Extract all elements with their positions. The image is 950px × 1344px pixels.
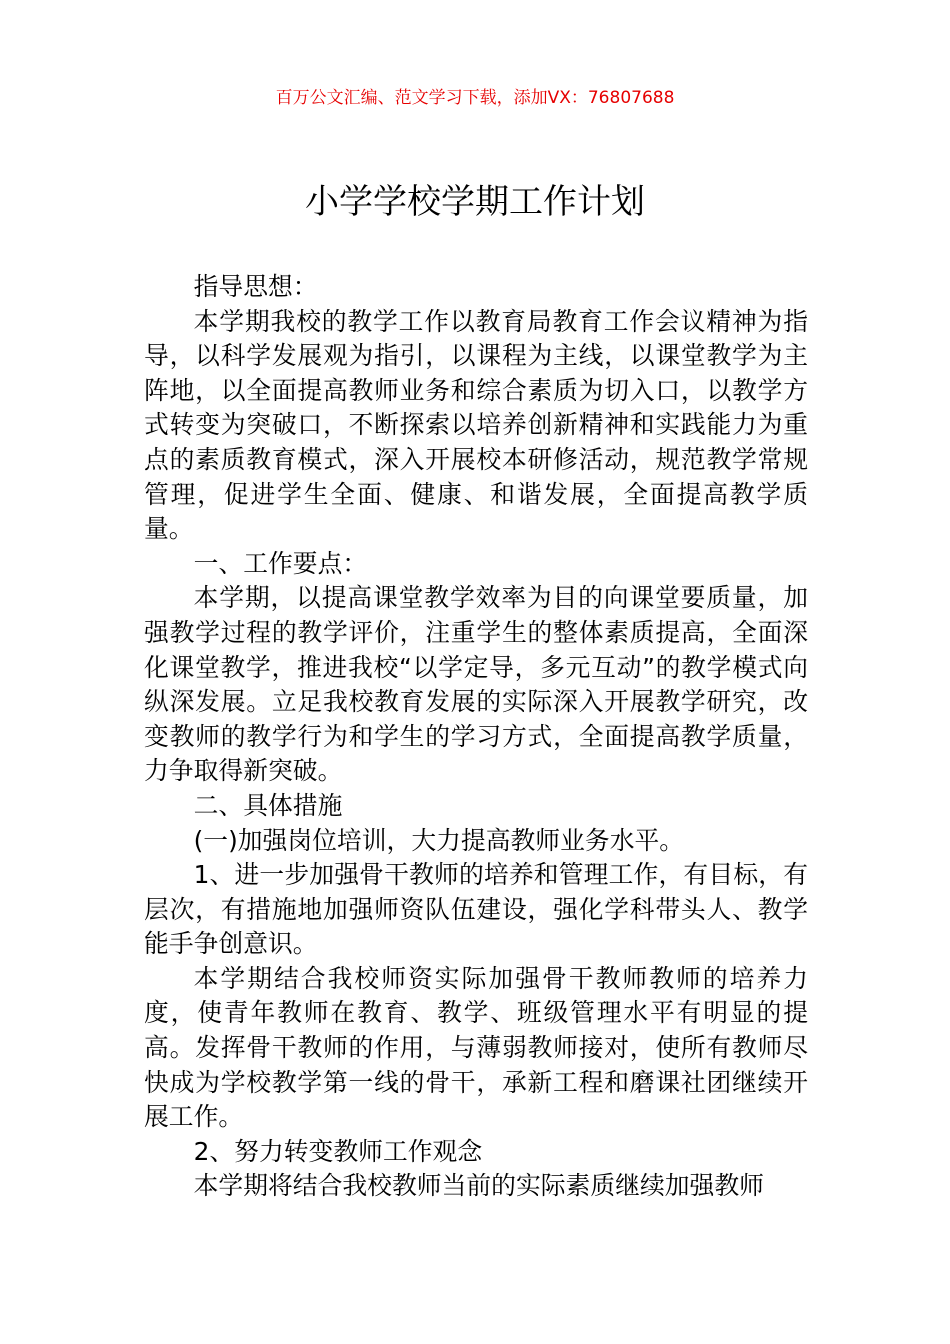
document-body: [144, 270, 808, 1204]
heading-work-points: 一、工作要点：: [193, 548, 368, 578]
paragraph-guiding-ideology: 本学期我校的教学工作以教育局教育工作会议精神为指导，以科学发展观为指引，以课程为主线，以课堂教学为主阵地，以全面提高教师业务和综合素质为切入口，以教学方式转变为突破口，不断探索以培养创新精神和实践能力为重点的素质教育模式，深入开展校本研修活动，规范教学常规管理，促进学生全面、健康、和谐发展，全面提高教学质量。: [144, 306, 808, 544]
download-watermark-note: 百万公文汇编、范文学习下载，添加VX：76807688: [275, 88, 675, 108]
heading-specific-measures: 二、具体措施: [193, 790, 343, 820]
item-backbone-teachers: 1、进一步加强骨干教师的培养和管理工作，有目标，有层次，有措施地加强师资队伍建设，强化学科带头人、教学能手争创意识。: [144, 860, 808, 959]
subheading-post-training: (一)加强岗位培训，大力提高教师业务水平。: [193, 825, 685, 855]
item-change-concepts: 2、努力转变教师工作观念: [193, 1136, 483, 1166]
paragraph-backbone-teachers: 本学期结合我校师资实际加强骨干教师教师的培养力度，使青年教师在教育、教学、班级管理水平有明显的提高。发挥骨干教师的作用，与薄弱教师接对，使所有教师尽快成为学校教学第一线的骨干，承新工程和磨课社团继续开展工作。: [144, 963, 808, 1132]
paragraph-change-concepts: 本学期将结合我校教师当前的实际素质继续加强教师: [193, 1171, 764, 1201]
paragraph-work-points: 本学期，以提高课堂教学效率为目的向课堂要质量，加强教学过程的教学评价，注重学生的整体素质提高，全面深化课堂教学，推进我校“以学定导，多元互动”的教学模式向纵深发展。立足我校教育发展的实际深入开展教学研究，改变教师的教学行为和学生的学习方式，全面提高教学质量，力争取得新突破。: [144, 583, 808, 786]
heading-guiding-ideology: 指导思想：: [193, 272, 318, 301]
document-title: 小学学校学期工作计划: [305, 182, 645, 222]
